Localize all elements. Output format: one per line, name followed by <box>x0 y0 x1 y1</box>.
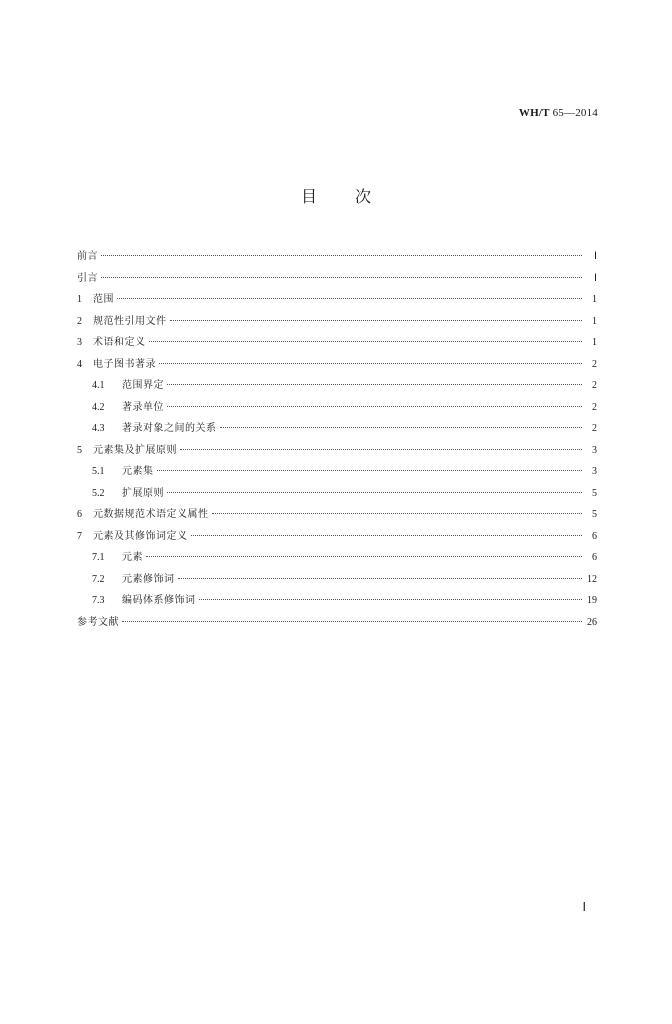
toc-entry[interactable] <box>77 354 597 376</box>
toc-entry-label: 元素集及扩展原则 <box>93 444 177 456</box>
toc-leader-dots <box>159 363 582 364</box>
toc-leader-dots <box>220 427 583 428</box>
toc-leader-dots <box>199 599 583 600</box>
toc-leader-dots <box>117 298 582 299</box>
toc-entry-number: 5.1 <box>92 466 105 477</box>
toc-entry-page: 5 <box>592 509 597 520</box>
toc-entry-number: 3 <box>77 337 82 348</box>
toc-entry-page: 2 <box>592 401 597 413</box>
toc-entry-page: 3 <box>592 444 597 456</box>
toc-entry-page: 2 <box>592 380 597 391</box>
toc-entry[interactable] <box>77 504 597 526</box>
table-of-contents <box>77 246 597 633</box>
toc-entry-label: 参考文献 <box>77 616 119 628</box>
toc-entry-page: 19 <box>587 595 597 606</box>
toc-entry[interactable] <box>77 311 597 333</box>
toc-entry-label: 元素 <box>122 552 143 563</box>
toc-leader-dots <box>146 556 582 557</box>
toc-leader-dots <box>101 277 582 278</box>
toc-entry-page: Ⅰ <box>594 272 597 284</box>
page-number: Ⅰ <box>582 900 586 914</box>
toc-leader-dots <box>149 341 583 342</box>
toc-entry-label: 电子图书著录 <box>93 358 156 370</box>
page-title: 目次 <box>300 187 409 206</box>
toc-entry-page: 2 <box>592 423 597 434</box>
toc-leader-dots <box>191 535 583 536</box>
toc-entry-page: 1 <box>592 337 597 348</box>
toc-entry-label: 编码体系修饰词 <box>122 595 196 606</box>
toc-entry-page: 5 <box>592 487 597 499</box>
toc-entry-label: 元素及其修饰词定义 <box>93 530 188 542</box>
toc-entry[interactable] <box>77 246 597 268</box>
toc-entry-label: 著录对象之间的关系 <box>122 423 217 434</box>
toc-entry-label: 范围界定 <box>122 380 164 391</box>
toc-entry-page: 3 <box>592 466 597 477</box>
toc-entry-number: 4.3 <box>92 423 105 434</box>
toc-entry[interactable] <box>77 547 597 569</box>
toc-entry-number: 5.2 <box>92 487 105 499</box>
toc-entry-page: 6 <box>592 552 597 563</box>
toc-leader-dots <box>122 621 582 622</box>
toc-entry[interactable] <box>77 375 597 397</box>
toc-entry-page: 12 <box>587 573 597 585</box>
toc-entry-page: 6 <box>592 530 597 542</box>
toc-entry[interactable] <box>77 332 597 354</box>
toc-leader-dots <box>212 513 583 514</box>
toc-entry[interactable] <box>77 397 597 419</box>
toc-entry-page: 2 <box>592 358 597 370</box>
standard-code <box>519 107 598 119</box>
toc-entry-page: 26 <box>587 616 597 628</box>
toc-entry-page: Ⅰ <box>594 251 597 262</box>
toc-entry-number: 6 <box>77 509 82 520</box>
toc-entry[interactable] <box>77 612 597 634</box>
toc-entry[interactable] <box>77 590 597 612</box>
toc-entry-number: 4 <box>77 358 82 370</box>
toc-entry[interactable] <box>77 440 597 462</box>
toc-entry-label: 术语和定义 <box>93 337 146 348</box>
toc-entry-number: 7 <box>77 530 82 542</box>
toc-entry-label: 规范性引用文件 <box>93 315 167 327</box>
toc-leader-dots <box>167 384 582 385</box>
toc-entry-label: 元素修饰词 <box>122 573 175 585</box>
standard-number: 65—2014 <box>549 107 598 119</box>
toc-entry-number: 7.2 <box>92 573 105 585</box>
standard-prefix: WH/T <box>518 107 550 119</box>
toc-entry-number: 4.1 <box>92 380 105 391</box>
toc-entry-number: 7.1 <box>92 552 105 563</box>
toc-entry-number: 7.3 <box>92 595 105 606</box>
toc-leader-dots <box>167 492 582 493</box>
toc-entry[interactable] <box>77 418 597 440</box>
toc-entry-number: 2 <box>77 315 82 327</box>
toc-entry-label: 引言 <box>77 272 98 284</box>
toc-entry[interactable] <box>77 289 597 311</box>
toc-entry-page: 1 <box>592 294 597 305</box>
toc-leader-dots <box>101 255 582 256</box>
toc-entry[interactable] <box>77 461 597 483</box>
toc-entry-number: 5 <box>77 444 82 456</box>
toc-entry[interactable] <box>77 483 597 505</box>
toc-entry-label: 扩展原则 <box>122 487 164 499</box>
toc-entry[interactable] <box>77 569 597 591</box>
toc-entry-label: 前言 <box>77 251 98 262</box>
toc-leader-dots <box>167 406 582 407</box>
toc-leader-dots <box>178 578 583 579</box>
toc-entry-label: 著录单位 <box>122 401 164 413</box>
toc-entry-number: 1 <box>77 294 82 305</box>
toc-leader-dots <box>170 320 583 321</box>
toc-entry-page: 1 <box>592 315 597 327</box>
toc-entry-label: 范围 <box>93 294 114 305</box>
toc-entry-label: 元素集 <box>122 466 154 477</box>
toc-entry[interactable] <box>77 268 597 290</box>
toc-leader-dots <box>180 449 582 450</box>
toc-entry-label: 元数据规范术语定义属性 <box>93 509 209 520</box>
toc-leader-dots <box>157 470 583 471</box>
toc-entry[interactable] <box>77 526 597 548</box>
toc-entry-number: 4.2 <box>92 401 105 413</box>
